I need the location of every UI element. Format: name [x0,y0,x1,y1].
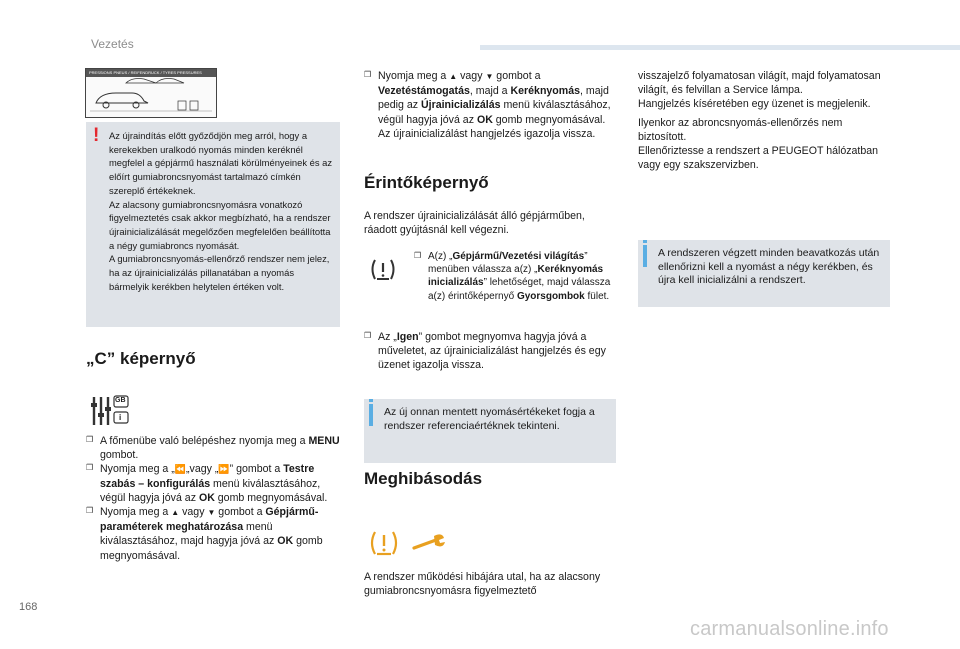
arrow-up-icon: ▲ [449,72,458,81]
warning-text-1: Az újraindítás előtt győződjön meg arról, hogy a kerekekben uralkodó nyomás minden keréknél megfelel a gépjármű használati körülményeinek és az előírt gumiabroncsnyomást tartalmazó címkén szereplő értékeknek. [109,130,333,196]
header-accent-bar [480,45,960,50]
tyre-warning-icon [369,257,397,288]
info-box-reinit [638,240,890,307]
wrench-orange-icon [412,532,446,557]
checkbox-icon: ❒ [414,251,422,260]
watermark: carmanualsonline.info [690,618,889,640]
settings-sliders-icon [88,393,132,434]
checkbox-icon: ❒ [364,70,372,79]
info-box-reference-text: Az új onnan mentett nyomásértékeket fogja a rendszer referenciaértéknek tekinteni. [384,406,595,432]
touch-step-2: ❒ Az „Igen” gombot megnyomva hagyja jóvá a műveletet, az újrainicializálást hangjelzés és egy üzenet igazolja vissza. [364,331,606,372]
gb-label: GB [115,397,126,404]
page-number: 168 [19,601,38,613]
arrow-down-icon: ▼ [207,508,216,518]
touch-screen-title: Érintőképernyő [364,173,489,192]
car-silhouette-icon [86,77,216,117]
tyre-warning-orange-icon [368,529,400,564]
rewind-icon: ⏪ [174,464,186,475]
c-screen-title: „C” képernyő [86,349,196,368]
col2-confirm: Az újrainicializálást hangjelzés igazolja vissza. [378,127,596,140]
checkbox-icon: ❒ [86,506,94,516]
col3-p2: Hangjelzés kíséretében egy üzenet is megjelenik. [638,98,871,111]
exclamation-icon: ! [93,125,100,146]
warning-box [86,122,340,327]
c-step-2: ❒ Nyomja meg a „⏪„vagy „⏩” gombot a Testre szabás – konfigurálás menü kiválasztásához, végül hagyja jóvá az OK gomb megnyomásával. [86,463,328,504]
c-step-3: ❒ Nyomja meg a ▲ vagy ▼ gombot a Gépjármű-paraméterek meghatározása menü kiválasztásához, majd hagyja jóvá az OK gomb megnyomásával. [86,506,323,562]
fast-forward-icon: ⏩ [218,464,230,475]
c-step-1: ❒ A főmenübe való belépéshez nyomja meg a MENU gombot. [86,435,340,462]
col3-p4: Ellenőriztesse a rendszert a PEUGEOT hálózatban vagy egy szakszervizben. [638,145,879,172]
arrow-down-icon: ▼ [485,72,494,81]
info-box-reference [364,399,616,463]
tyre-label-heading: PRESSIONS PNEUS / REIFENDRUCK / TYRES PRESSURES [89,70,202,75]
checkbox-icon: ❒ [86,463,94,473]
info-icon [369,404,373,426]
section-title: Vezetés [91,37,134,51]
col3-p1: visszajelző folyamatosan világít, majd folyamatosan világít, és felvillan a Service lámpa. [638,70,881,97]
arrow-up-icon: ▲ [171,508,180,518]
col3-p3: Ilyenkor az abroncsnyomás-ellenőrzés nem biztosított. [638,116,843,143]
warning-text-2: Az alacsony gumiabroncsnyomásra vonatkozó figyelmeztetés csak akkor megbízható, ha a rendszer újrainicializálását megelőzően megfelelően beállította a négy gumiabroncs nyomását. [109,198,331,251]
touch-intro: A rendszer újrainicializálását álló gépjárműben, ráadott gyújtásnál kell végezni. [364,210,585,237]
touch-step-1: ❒ A(z) „Gépjármű/Vezetési világítás” menüben válassza a(z) „Keréknyomás inicializálás” lehetőséget, majd válassza a(z) érintőképernyő Gyorsgombok fület. [414,251,611,302]
info-i-label: i [119,413,122,422]
checkbox-icon: ❒ [364,331,372,340]
checkbox-icon: ❒ [86,435,94,444]
warning-text-3: A gumiabroncsnyomás-ellenőrző rendszer nem jelez, ha az újrainicializálás pillanatában a nyomás bármelyik kerékben helytelen értéken volt. [109,253,330,292]
fault-text: A rendszer működési hibájára utal, ha az alacsony gumiabroncsnyomásra figyelmeztető [364,571,601,598]
tyre-pressure-label-image [85,68,217,118]
info-box-reinit-text: A rendszeren végzett minden beavatkozás után ellenőrizni kell a nyomást a négy kerékben, és újra kell inicializálni a rendszert. [658,247,880,286]
info-icon [643,245,647,267]
col2-step: ❒ Nyomja meg a ▲ vagy ▼ gombot a Vezetéstámogatás, majd a Keréknyomás, majd pedig az Újrainicializálás menü kiválasztásához, végül hagyja jóvá az OK gomb megnyomásával. Az újrainicializálást hangjelzés igazolja vissza. [364,70,611,140]
fault-title: Meghibásodás [364,469,483,488]
